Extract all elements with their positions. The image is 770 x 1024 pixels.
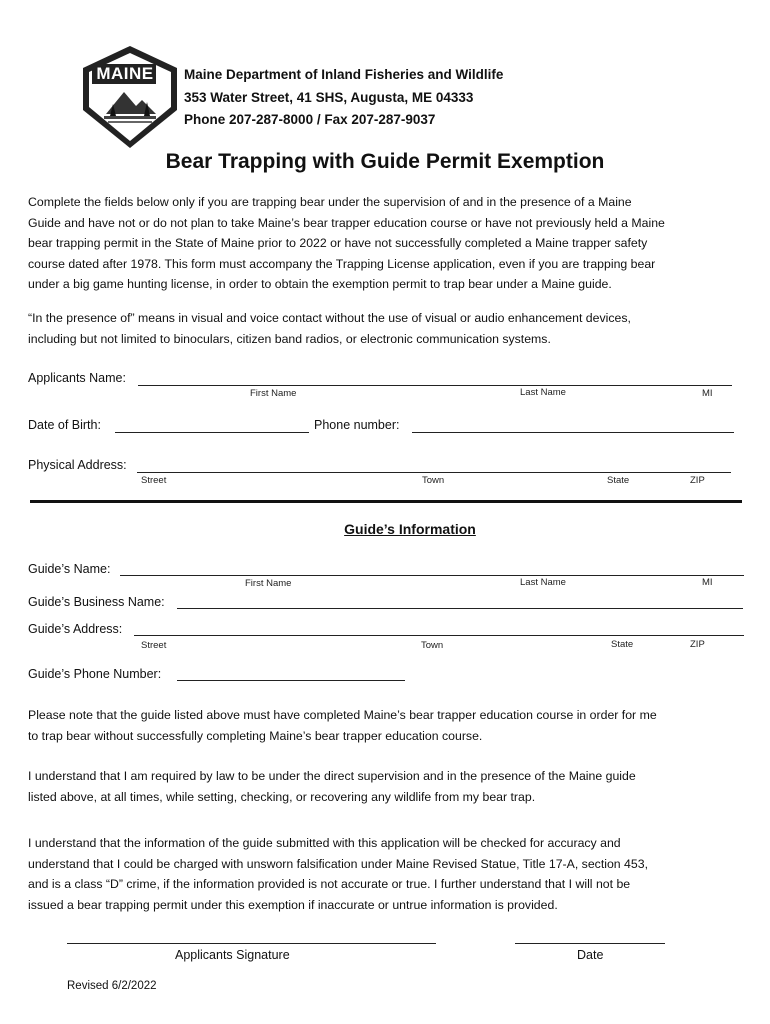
physical-address-label: Physical Address:: [28, 458, 127, 472]
applicant-signature-label: Applicants Signature: [175, 948, 290, 962]
guide-phone-label: Guide’s Phone Number:: [28, 667, 162, 681]
state-caption: State: [607, 475, 630, 486]
guide-name-label: Guide’s Name:: [28, 562, 111, 576]
signature-date-field[interactable]: [515, 926, 665, 942]
applicant-signature-field[interactable]: [67, 926, 436, 942]
definition-line: “In the presence of” means in visual and voice contact without the use of visual or audio enhancement devices,: [28, 311, 631, 325]
street-caption: Street: [141, 475, 167, 486]
phone-line: [412, 432, 734, 433]
guide-business-line: [177, 608, 743, 609]
agency-address: 353 Water Street, 41 SHS, Augusta, ME 04333: [184, 90, 474, 105]
acknowledgment-line: issued a bear trapping permit under this exemption if inaccurate or untrue information is provided.: [28, 897, 558, 912]
applicant-last-name-caption: Last Name: [520, 387, 566, 398]
revision-date: Revised 6/2/2022: [67, 980, 157, 992]
guide-section-heading: Guide’s Information: [344, 521, 476, 537]
guide-phone-field[interactable]: [177, 664, 405, 680]
zip-caption: ZIP: [690, 475, 705, 486]
applicant-name-line: [138, 385, 732, 386]
note-line: to trap bear without successfully completing Maine’s bear trapper education course.: [28, 728, 483, 743]
acknowledgment-line: and is a class “D” crime, if the information provided is not accurate or true. I further understand that I will not be: [28, 877, 631, 891]
guide-business-label: Guide’s Business Name:: [28, 595, 165, 609]
guide-requirement-note: [28, 705, 657, 746]
signature-line: [67, 943, 436, 944]
logo-wordmark: MAINE: [96, 64, 154, 83]
dob-label: Date of Birth:: [28, 418, 101, 432]
form-title: Bear Trapping with Guide Permit Exemption: [165, 150, 605, 173]
physical-address-field[interactable]: [137, 456, 731, 472]
acknowledgment-line: understand that I could be charged with unsworn falsification under Maine Revised Statue, Title 17-A, section 453,: [28, 856, 648, 871]
acknowledgment-line: listed above, at all times, while setting, checking, or recovering any wildlife from my bear trap.: [28, 789, 536, 804]
falsification-acknowledgment: [28, 833, 648, 915]
guide-name-field[interactable]: [120, 559, 744, 575]
applicant-first-name-caption: First Name: [250, 388, 297, 399]
presence-definition: [28, 308, 631, 349]
intro-paragraph: [28, 192, 665, 295]
intro-line: Complete the fields below only if you are trapping bear under the supervision of and in the presence of a Maine: [28, 195, 632, 209]
acknowledgment-line: I understand that the information of the guide submitted with this application will be checked for accuracy and: [28, 836, 621, 850]
guide-mi-caption: MI: [702, 577, 713, 588]
intro-line: Guide and have not or do not plan to take Maine’s bear trapper education course or have not previously held a Maine: [28, 215, 665, 230]
note-line: Please note that the guide listed above must have completed Maine’s bear trapper education course in order for me: [28, 708, 657, 722]
agency-logo: [80, 44, 180, 150]
dob-line: [115, 432, 309, 433]
intro-line: course dated after 1978. This form must accompany the Trapping License application, even if you are trapping bear: [28, 256, 656, 271]
guide-phone-line: [177, 680, 405, 681]
guide-zip-caption: ZIP: [690, 639, 705, 650]
guide-name-line: [120, 575, 744, 576]
agency-phone-fax: Phone 207-287-8000 / Fax 207-287-9037: [184, 112, 436, 127]
dob-field[interactable]: [115, 416, 309, 432]
phone-field[interactable]: [412, 416, 734, 432]
intro-line: under a big game hunting license, in order to obtain the exemption permit to trap bear under a Maine guide.: [28, 277, 612, 291]
guide-address-field[interactable]: [134, 619, 744, 635]
supervision-acknowledgment: [28, 766, 636, 807]
guide-last-name-caption: Last Name: [520, 577, 566, 588]
guide-address-line: [134, 635, 744, 636]
guide-street-caption: Street: [141, 640, 167, 651]
date-line: [515, 943, 665, 944]
agency-name: Maine Department of Inland Fisheries and Wildlife: [184, 67, 504, 82]
guide-state-caption: State: [611, 639, 634, 650]
applicant-name-field[interactable]: [138, 369, 732, 385]
acknowledgment-line: I understand that I am required by law to be under the direct supervision and in the presence of the Maine guide: [28, 769, 636, 783]
signature-date-label: Date: [577, 948, 604, 962]
definition-line: including but not limited to binoculars, citizen band radios, or electronic communication systems.: [28, 331, 551, 346]
guide-town-caption: Town: [421, 640, 444, 651]
phone-label: Phone number:: [314, 418, 400, 432]
guide-business-field[interactable]: [177, 592, 743, 608]
applicant-name-label: Applicants Name:: [28, 371, 126, 385]
section-divider: [30, 500, 742, 503]
town-caption: Town: [422, 475, 445, 486]
intro-line: bear trapping permit in the State of Maine prior to 2022 or have not successfully completed a Maine trapper safety: [28, 236, 648, 250]
physical-address-line: [137, 472, 731, 473]
applicant-mi-caption: MI: [702, 388, 713, 399]
guide-address-label: Guide’s Address:: [28, 622, 123, 636]
guide-first-name-caption: First Name: [245, 578, 292, 589]
